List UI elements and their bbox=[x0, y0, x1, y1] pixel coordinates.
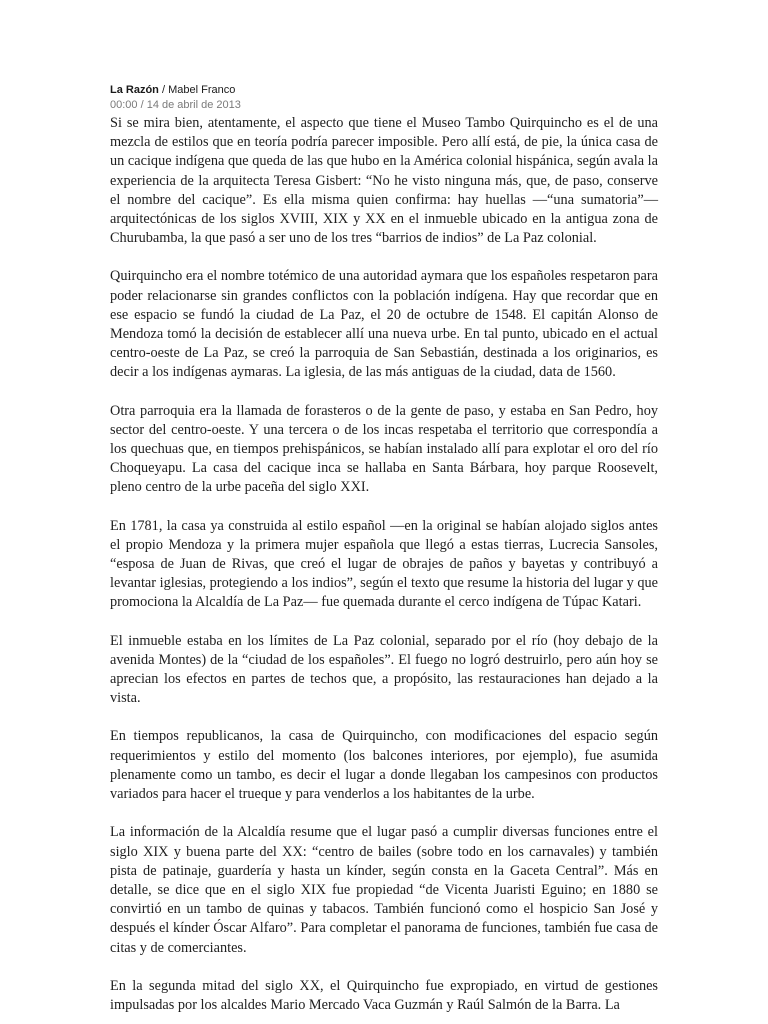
dateline: 00:00 / 14 de abril de 2013 bbox=[110, 99, 241, 111]
author-name: Mabel Franco bbox=[168, 84, 236, 96]
paragraph-4: En 1781, la casa ya construida al estilo español —en la original se habían alojado siglos antes el propio Mendoza y la primera mujer española que llegó a estas tierras, Lucrecia Sansoles, “esposa de Juan de Rivas, que creó el lugar de obrajes de paños y bayetas y contribuyó a levantar iglesias, protegiendo a los indios”, según el texto que resume la historia del lugar y que promociona la Alcaldía de La Paz— fue quemada durante el cerco indígena de Túpac Katari. bbox=[110, 517, 658, 611]
paragraph-8: En la segunda mitad del siglo XX, el Quirquincho fue expropiado, en virtud de gestiones impulsadas por los alcaldes Mario Mercado Vaca Guzmán y Raúl Salmón de la Barra. La bbox=[110, 977, 658, 1013]
paragraph-3: Otra parroquia era la llamada de forasteros o de la gente de paso, y estaba en San Pedro, hoy sector del centro-oeste. Y una tercera o de los incas respetaba el territorio que correspondía a los quechuas que, en tiempos prehispánicos, se habían instalado allí para explotar el oro del río Choqueyapu. La casa del cacique inca se hallaba en Santa Bárbara, hoy parque Roosevelt, pleno centro de la urbe paceña del siglo XXI. bbox=[110, 402, 658, 496]
paragraph-6: En tiempos republicanos, la casa de Quirquincho, con modificaciones del espacio según requerimientos y estilo del momento (los balcones interiores, por ejemplo), fue asumida plenamente como un tambo, es decir el lugar a donde llegaban los campesinos con productos variados para hacer el trueque y para venderlos a los habitantes de la urbe. bbox=[110, 728, 658, 803]
paragraph-1: Si se mira bien, atentamente, el aspecto que tiene el Museo Tambo Quirquincho es el de una mezcla de estilos que en teoría podría parecer imposible. Pero allí está, de pie, la única casa de un cacique indígena que queda de las que hubo en la América colonial hispánica, según avala la experiencia de la arquitecta Teresa Gisbert: “No he visto ninguna más, que, de paso, conserve el nombre del cacique”. Es ella misma quien confirma: hay huellas —“una sumatoria”— arquitectónicas de los siglos XVIII, XIX y XX en el inmueble ubicado en la antigua zona de Churubamba, la que pasó a ser uno de los tres “barrios de indios” de La Paz colonial. bbox=[110, 115, 658, 247]
paragraph-2: Quirquincho era el nombre totémico de una autoridad aymara que los españoles respetaron para poder relacionarse sin grandes conflictos con la población indígena. Hay que recordar que en ese espacio se fundó la ciudad de La Paz, el 20 de octubre de 1548. El capitán Alonso de Mendoza tomó la decisión de establecer allí una nueva urbe. En tal punto, ubicado en el actual centro-oeste de La Paz, se creó la parroquia de San Sebastián, destinada a los originarios, es decir a los indígenas aymaras. La iglesia, de las más antiguas de la ciudad, data de 1560. bbox=[110, 268, 658, 381]
paragraph-7: La información de la Alcaldía resume que el lugar pasó a cumplir diversas funciones entre el siglo XIX y buena parte del XX: “centro de bailes (sobre todo en los carnavales) y también pista de patinaje, guardería y hasta un kínder, según consta en la Gaceta Central”. Más en detalle, se dice que en el siglo XIX fue propiedad “de Vicenta Juaristi Eguino; en 1880 se convirtió en un tambo de quinas y tabacos. También funcionó como el hospicio San José y después el kínder Óscar Alfaro”. Para completar el panorama de funciones, también fue casa de citas y de comerciantes. bbox=[110, 824, 658, 956]
paragraph-5: El inmueble estaba en los límites de La Paz colonial, separado por el río (hoy debajo de la avenida Montes) de la “ciudad de los españoles”. El fuego no logró destruirlo, pero aún hoy se aprecian los efectos en partes de techos que, a propósito, las restauraciones han dejado a la vista. bbox=[110, 632, 658, 707]
publication-name: La Razón bbox=[110, 84, 159, 96]
article bbox=[110, 84, 658, 1024]
byline bbox=[110, 84, 658, 97]
byline-separator: / bbox=[158, 84, 169, 96]
